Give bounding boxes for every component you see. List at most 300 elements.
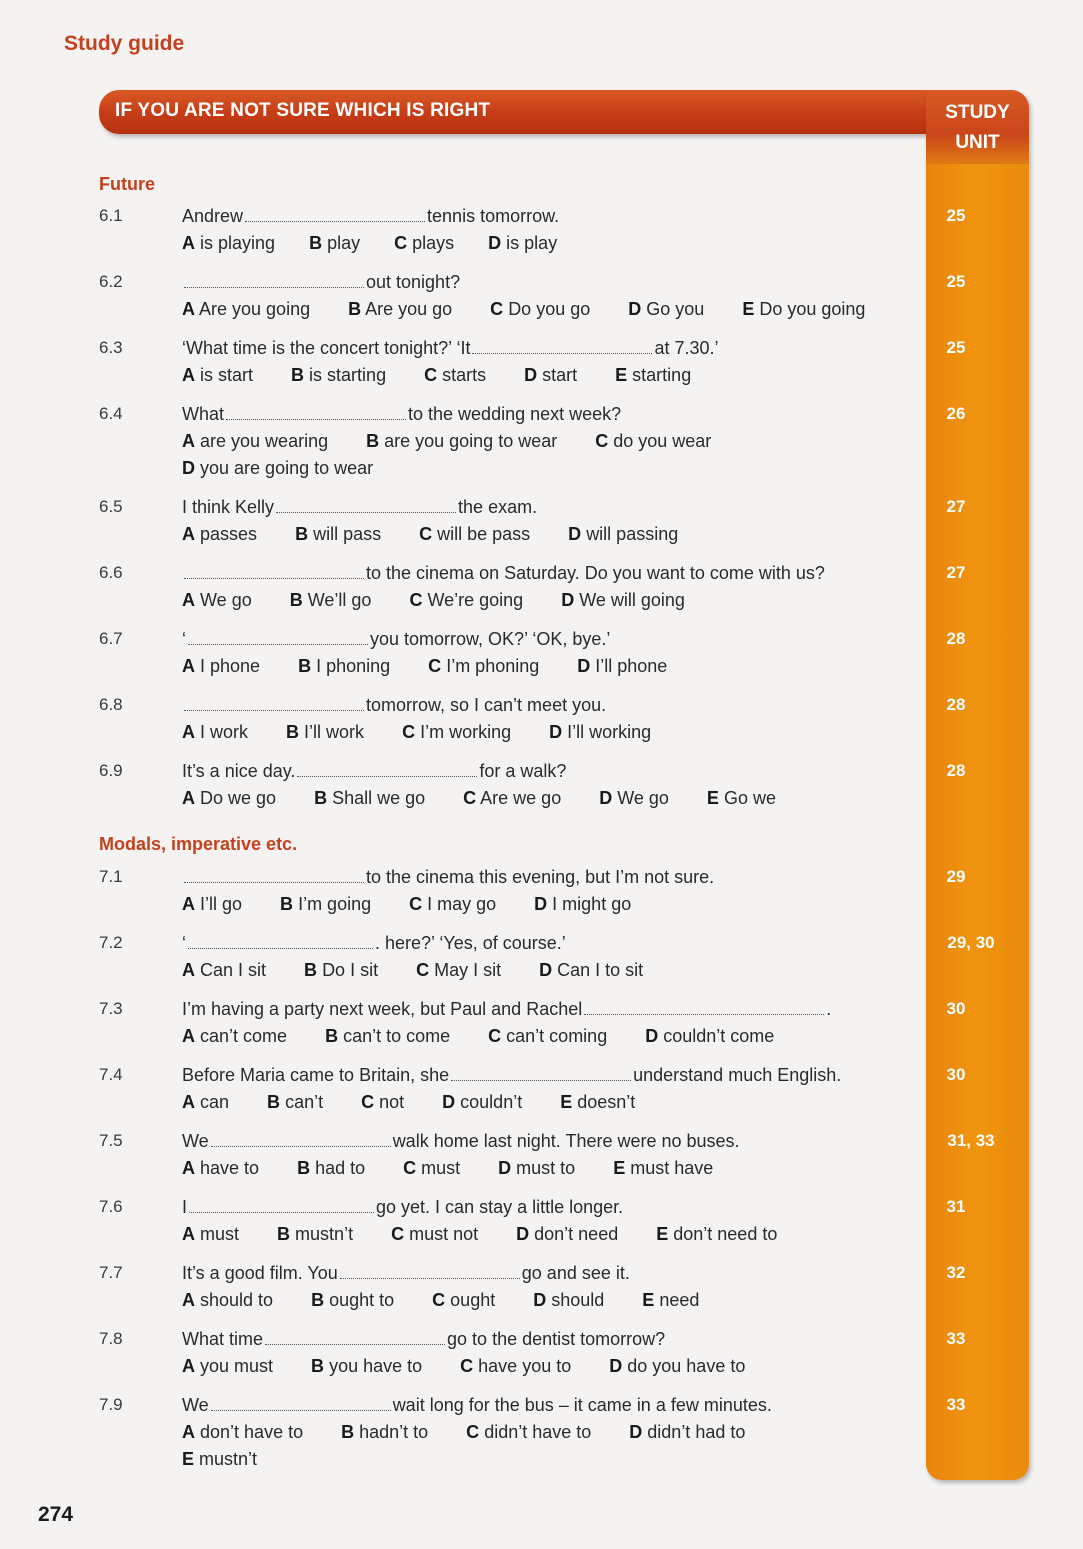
option-letter: C [416,960,430,980]
option-letter: B [291,365,305,385]
answer-option-c[interactable] [403,1158,460,1178]
option-text: is play [506,233,558,253]
question-text-before: Before Maria came to Britain, she [182,1065,450,1085]
question-text [182,999,831,1020]
answer-option-c[interactable] [488,1026,607,1046]
option-letter: E [182,1449,195,1469]
option-text: have you to [478,1356,572,1376]
answer-blank[interactable] [188,947,373,949]
option-text: Go we [723,788,776,808]
answer-option-d[interactable] [516,1224,618,1244]
question-number: 7.9 [99,1395,123,1414]
option-letter: A [182,1224,195,1244]
option-letter: D [549,722,563,742]
option-letter: A [182,1422,195,1442]
answer-option-d[interactable] [568,524,678,544]
answer-option-b[interactable] [291,365,386,385]
study-unit-number: 25 [946,272,966,291]
study-unit-header [926,98,1029,158]
question-text-after: go to the dentist tomorrow? [447,1329,666,1349]
question-text [182,1065,841,1086]
option-letter: A [182,656,195,676]
answer-option-b[interactable] [297,1158,365,1178]
answer-option-b[interactable] [366,431,557,451]
option-text: can’t [285,1092,324,1112]
question-text-after: understand much English. [633,1065,842,1085]
answer-option-a[interactable] [182,788,276,808]
option-letter: A [182,1158,195,1178]
question-number: 6.9 [99,761,123,780]
question-text [182,206,559,227]
option-letter: D [488,233,502,253]
question-text-before: It’s a good film. You [182,1263,338,1283]
option-text: mustn’t [295,1224,354,1244]
answer-blank[interactable] [211,1145,391,1147]
option-text: mustn’t [199,1449,258,1469]
answer-option-d[interactable] [442,1092,522,1112]
option-text: don’t have to [200,1422,304,1442]
answer-option-b[interactable] [304,960,378,980]
answer-option-a[interactable] [182,656,260,676]
question-text-after: walk home last night. There were no buses. [392,1131,740,1151]
option-letter: D [628,299,642,319]
option-text: We go [200,590,252,610]
answer-option-e[interactable] [560,1092,635,1112]
answer-option-b[interactable] [325,1026,450,1046]
study-unit-number: 27 [946,563,966,582]
answer-blank[interactable] [189,1211,374,1213]
answer-options [182,1290,737,1311]
option-text: I’ll phone [595,656,668,676]
option-text: should to [200,1290,274,1310]
answer-option-e[interactable] [642,1290,699,1310]
option-text: not [379,1092,405,1112]
option-letter: A [182,960,195,980]
option-letter: C [466,1422,480,1442]
answer-option-d[interactable] [539,960,643,980]
option-text: play [327,233,361,253]
option-letter: D [561,590,575,610]
question-number: 7.1 [99,867,123,886]
option-letter: B [366,431,380,451]
question-text-after: to the wedding next week? [408,404,622,424]
option-letter: D [534,894,548,914]
option-text: I might go [552,894,632,914]
option-letter: C [402,722,416,742]
question-text-before: We [182,1131,209,1151]
option-letter: E [742,299,755,319]
study-unit-number: 28 [946,629,966,648]
answer-option-b[interactable] [277,1224,353,1244]
option-text: didn’t have to [484,1422,592,1442]
option-text: I’m phoning [446,656,540,676]
option-letter: A [182,233,195,253]
answer-option-c[interactable] [409,590,523,610]
answer-blank[interactable] [226,418,406,420]
option-text: ought [450,1290,496,1310]
answer-options [182,365,729,386]
question-text [182,1263,630,1284]
option-text: Shall we go [332,788,426,808]
option-text: can’t coming [506,1026,608,1046]
option-text: We’ll go [307,590,372,610]
option-text: Do I sit [322,960,379,980]
answer-blank[interactable] [584,1013,824,1015]
question-text-before: It’s a nice day. [182,761,296,781]
option-letter: C [409,894,423,914]
option-text: must [421,1158,461,1178]
option-letter: E [615,365,628,385]
answer-option-a[interactable] [182,722,248,742]
question-text [182,404,621,425]
answer-option-b[interactable] [348,299,452,319]
option-text: is playing [200,233,276,253]
option-text: Are we go [480,788,562,808]
answer-option-b[interactable] [298,656,390,676]
option-letter: B [311,1290,325,1310]
answer-option-a[interactable] [182,894,242,914]
option-text: starts [442,365,487,385]
answer-option-a[interactable] [182,1356,273,1376]
study-unit-number: 29 [946,867,966,886]
answer-options [182,590,723,611]
option-text: must to [516,1158,576,1178]
option-letter: B [309,233,323,253]
answer-option-c[interactable] [460,1356,571,1376]
option-text: do you have to [627,1356,746,1376]
answer-option-b[interactable] [341,1422,428,1442]
option-letter: C [488,1026,502,1046]
answer-option-d[interactable] [561,590,685,610]
answer-options [182,233,591,254]
answer-option-a[interactable] [182,233,275,253]
answer-option-a[interactable] [182,590,252,610]
answer-option-c[interactable] [428,656,539,676]
option-text: I’ll go [200,894,243,914]
question-text [182,695,606,716]
option-letter: D [629,1422,643,1442]
answer-option-b[interactable] [290,590,372,610]
answer-option-c[interactable] [490,299,590,319]
question-number: 6.5 [99,497,123,516]
answer-option-a[interactable] [182,1026,287,1046]
answer-option-e[interactable] [613,1158,713,1178]
answer-option-d[interactable] [628,299,704,319]
question-text [182,629,610,650]
answer-option-a[interactable] [182,1092,229,1112]
answer-option-d[interactable] [488,233,557,253]
option-text: hadn’t to [359,1422,429,1442]
study-unit-number: 25 [946,206,966,225]
answer-blank[interactable] [184,577,364,579]
question-text [182,338,719,359]
answer-option-b[interactable] [311,1290,394,1310]
option-text: Do we go [200,788,277,808]
option-letter: A [182,788,195,808]
option-letter: B [341,1422,355,1442]
option-text: must [200,1224,240,1244]
answer-option-b[interactable] [267,1092,323,1112]
answer-option-a[interactable] [182,431,328,451]
answer-option-b[interactable] [286,722,364,742]
answer-option-d[interactable] [645,1026,774,1046]
question-number: 7.2 [99,933,123,952]
option-letter: A [182,1290,195,1310]
option-letter: C [361,1092,375,1112]
answer-option-c[interactable] [394,233,454,253]
answer-option-d[interactable] [498,1158,575,1178]
answer-options [182,1026,812,1047]
question-text-after: tomorrow, so I can’t meet you. [366,695,607,715]
option-letter: C [428,656,442,676]
question-text-after: to the cinema this evening, but I’m not sure. [366,867,715,887]
answer-option-a[interactable] [182,1422,303,1442]
question-number: 7.5 [99,1131,123,1150]
answer-option-d[interactable] [534,894,631,914]
option-letter: C [595,431,609,451]
answer-blank[interactable] [184,709,364,711]
option-text: is start [200,365,254,385]
answer-blank[interactable] [245,220,425,222]
option-letter: B [311,1356,325,1376]
option-letter: D [524,365,538,385]
answer-blank[interactable] [451,1079,631,1081]
question-text-after: go and see it. [521,1263,630,1283]
option-letter: B [348,299,362,319]
answer-option-c[interactable] [416,960,501,980]
option-letter: A [182,299,195,319]
answer-blank[interactable] [472,352,652,354]
option-letter: A [182,524,195,544]
section-title-modals: Modals, imperative etc. [99,834,298,854]
option-text: should [551,1290,605,1310]
study-unit-number: 31 [946,1197,966,1216]
answer-option-b[interactable] [309,233,360,253]
answer-option-c[interactable] [424,365,486,385]
option-letter: B [304,960,318,980]
option-text: will pass [313,524,382,544]
answer-option-b[interactable] [280,894,371,914]
question-number: 6.3 [99,338,123,357]
question-number: 6.4 [99,404,123,423]
option-letter: A [182,431,195,451]
answer-options [182,894,669,915]
answer-options [182,1356,783,1377]
option-letter: A [182,722,195,742]
answer-options [182,458,411,479]
answer-blank[interactable] [184,286,364,288]
answer-option-a[interactable] [182,524,257,544]
answer-option-c[interactable] [409,894,496,914]
question-text [182,563,825,584]
answer-option-d[interactable] [182,458,373,478]
answer-blank[interactable] [184,881,364,883]
answer-option-d[interactable] [599,788,669,808]
question-text-before: I [182,1197,188,1217]
answer-options [182,524,716,545]
answer-option-e[interactable] [656,1224,777,1244]
page-title: Study guide [64,32,185,55]
option-text: couldn’t come [663,1026,775,1046]
option-text: starting [632,365,692,385]
option-text: plays [412,233,455,253]
option-text: Can I to sit [557,960,644,980]
option-letter: B [280,894,294,914]
option-letter: E [656,1224,669,1244]
question-text [182,1395,772,1416]
option-text: Do you going [759,299,866,319]
option-letter: D [442,1092,456,1112]
answer-option-d[interactable] [549,722,651,742]
question-text-before: I think Kelly [182,497,275,517]
option-letter: B [277,1224,291,1244]
study-unit-number: 30 [946,999,966,1018]
answer-blank[interactable] [297,775,477,777]
option-letter: C [391,1224,405,1244]
answer-options [182,1449,295,1470]
answer-option-e[interactable] [707,788,776,808]
answer-options [182,299,903,320]
option-text: ought to [329,1290,395,1310]
option-letter: B [295,524,309,544]
answer-options [182,960,681,981]
study-unit-number: 30 [946,1065,966,1084]
answer-option-c[interactable] [432,1290,495,1310]
option-letter: D [539,960,553,980]
question-text [182,1131,740,1152]
question-text-after: you tomorrow, OK?’ ‘OK, bye.’ [370,629,611,649]
question-number: 6.8 [99,695,123,714]
option-text: are you wearing [200,431,329,451]
option-text: Go you [646,299,705,319]
option-letter: B [286,722,300,742]
option-text: need [659,1290,700,1310]
option-text: don’t need [534,1224,619,1244]
answer-option-d[interactable] [577,656,667,676]
question-text-before: We [182,1395,209,1415]
question-number: 7.7 [99,1263,123,1282]
answer-option-b[interactable] [314,788,425,808]
option-text: passes [200,524,258,544]
question-text-after: wait long for the bus – it came in a few minutes. [392,1395,772,1415]
option-text: can’t to come [343,1026,451,1046]
answer-option-c[interactable] [391,1224,478,1244]
question-text-after: for a walk? [479,761,567,781]
question-text-after: out tonight? [366,272,461,292]
answer-option-b[interactable] [311,1356,422,1376]
question-text-after: at 7.30.’ [654,338,719,358]
option-text: doesn’t [577,1092,636,1112]
question-text-after: go yet. I can stay a little longer. [376,1197,624,1217]
answer-blank[interactable] [276,511,456,513]
answer-option-d[interactable] [609,1356,745,1376]
answer-option-d[interactable] [533,1290,604,1310]
option-text: are you going to wear [384,431,558,451]
answer-option-a[interactable] [182,299,310,319]
option-text: I’ll working [567,722,652,742]
study-unit-number: 32 [946,1263,966,1282]
option-letter: E [560,1092,573,1112]
option-text: you have to [329,1356,423,1376]
option-text: will passing [586,524,679,544]
study-unit-header-line1: STUDY [945,102,1010,123]
answer-blank[interactable] [265,1343,445,1345]
answer-option-c[interactable] [595,431,711,451]
answer-option-a[interactable] [182,960,266,980]
study-unit-number: 28 [946,695,966,714]
option-letter: C [419,524,433,544]
option-letter: C [432,1290,446,1310]
answer-blank[interactable] [211,1409,391,1411]
section-title-future: Future [99,174,155,194]
option-letter: C [403,1158,417,1178]
answer-option-c[interactable] [466,1422,591,1442]
answer-option-c[interactable] [361,1092,404,1112]
answer-option-a[interactable] [182,1224,239,1244]
answer-option-b[interactable] [295,524,381,544]
question-text-before: What [182,404,225,424]
answer-option-e[interactable] [742,299,865,319]
answer-option-a[interactable] [182,1290,273,1310]
option-letter: A [182,1026,195,1046]
answer-option-d[interactable] [524,365,577,385]
question-text [182,272,460,293]
option-letter: D [645,1026,659,1046]
option-text: I work [200,722,249,742]
study-unit-number: 26 [946,404,966,423]
option-text: couldn’t [460,1092,523,1112]
answer-option-a[interactable] [182,365,253,385]
answer-option-c[interactable] [402,722,511,742]
answer-option-c[interactable] [419,524,530,544]
option-text: start [542,365,578,385]
section-header-bar [99,90,939,134]
option-letter: B [267,1092,281,1112]
option-letter: C [490,299,504,319]
question-text [182,933,566,954]
option-letter: B [297,1158,311,1178]
option-text: I may go [427,894,497,914]
option-text: had to [315,1158,366,1178]
option-letter: D [599,788,613,808]
study-unit-number: 27 [946,497,966,516]
option-letter: C [394,233,408,253]
option-text: Can I sit [200,960,267,980]
answer-blank[interactable] [188,643,368,645]
option-letter: E [613,1158,626,1178]
question-text-before: I’m having a party next week, but Paul and Rachel [182,999,583,1019]
option-letter: C [463,788,477,808]
option-letter: B [314,788,328,808]
answer-blank[interactable] [340,1277,520,1279]
option-text: can [200,1092,230,1112]
answer-options [182,1422,783,1443]
answer-option-e[interactable] [615,365,691,385]
answer-option-d[interactable] [629,1422,745,1442]
answer-option-c[interactable] [463,788,561,808]
answer-option-a[interactable] [182,1158,259,1178]
option-text: can’t come [200,1026,288,1046]
study-unit-number: 33 [946,1395,966,1414]
option-text: will be pass [437,524,531,544]
option-letter: D [577,656,591,676]
study-unit-number: 25 [946,338,966,357]
answer-option-e[interactable] [182,1449,257,1469]
option-text: you must [200,1356,274,1376]
option-text: Are you go [365,299,453,319]
option-text: Are you going [199,299,311,319]
option-text: must have [630,1158,714,1178]
